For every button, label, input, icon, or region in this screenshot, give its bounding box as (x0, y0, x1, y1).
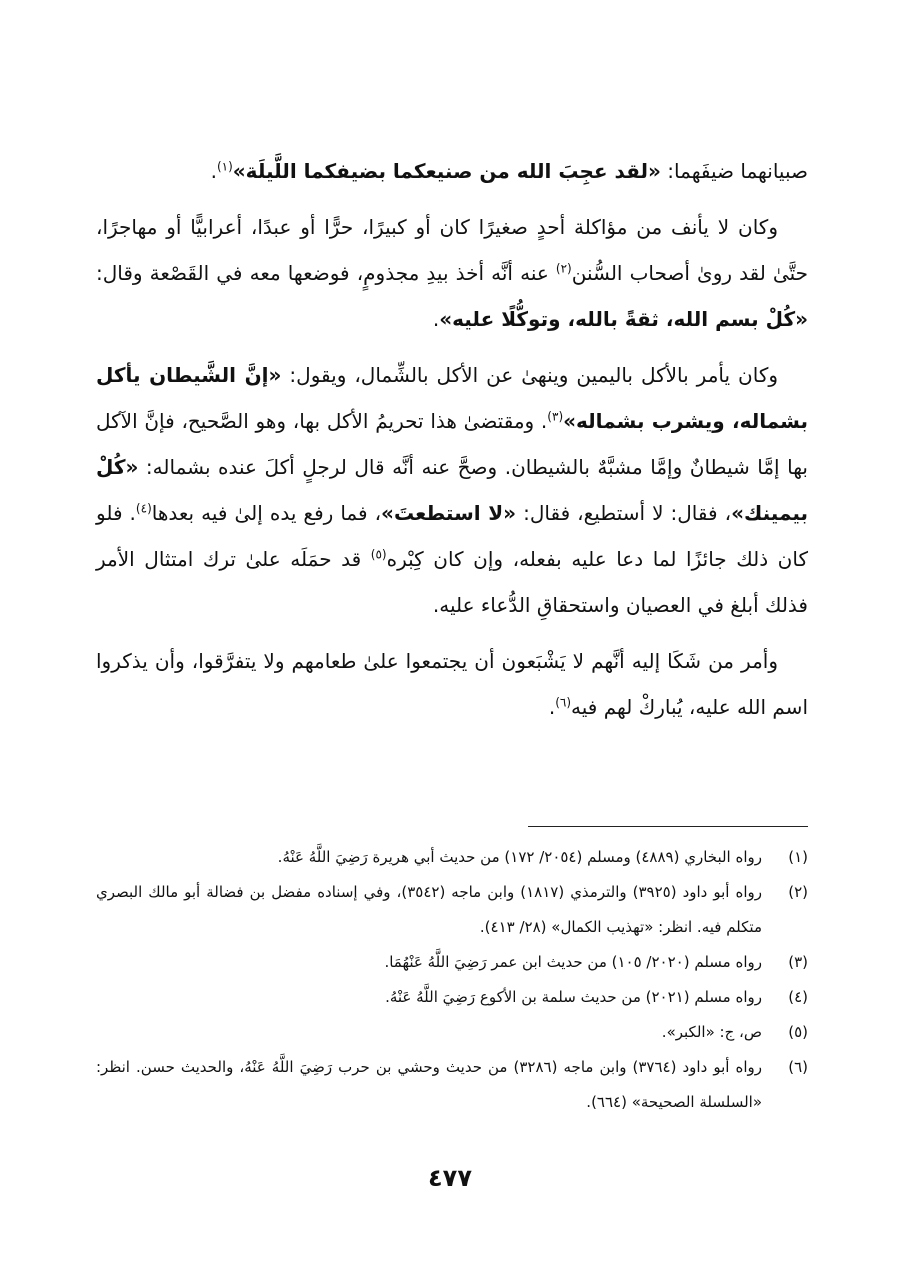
footnote-divider (528, 826, 808, 827)
footnote-text: رواه مسلم (٢٠٢١) من حديث سلمة بن الأكوع رَضِيَ اللَّهُ عَنْهُ. (385, 988, 762, 1006)
hadith-quote: «كُلْ بيمينك» (96, 455, 809, 525)
text-segment: قد حمَلَه علىٰ ترك امتثال الأمر فذلك أبلغ في العصيان واستحقاقِ الدُّعاء عليه. (96, 547, 808, 617)
hadith-quote: «لا استطعتَ» (381, 501, 517, 525)
text-segment: ، فما رفع يده إلىٰ فيه بعدها (151, 501, 382, 525)
hadith-quote: «إنَّ الشَّيطان يأكل بشماله، ويشرب بشماله» (96, 363, 808, 433)
footnote-number: (٦) (788, 1058, 808, 1076)
footnote-number: (٣) (788, 953, 808, 971)
footnote (96, 875, 808, 945)
main-text (96, 148, 808, 740)
text-segment: . (210, 159, 217, 183)
footnote (96, 840, 808, 875)
footnote-number: (١) (788, 848, 808, 866)
footnote-ref: (٥) (370, 547, 387, 562)
footnote-text: رواه أبو داود (٣٧٦٤) وابن ماجه (٣٢٨٦) من حديث وحشي بن حرب رَضِيَ اللَّهُ عَنْهُ، والحديث حسن. انظر: «السلسلة الصحيحة» (٦٦٤). (96, 1058, 762, 1111)
text-segment: . (432, 307, 440, 331)
text-segment: . فلو كان ذلك جائزًا لما دعا عليه بفعله، وإن كان كِبْره (96, 501, 808, 571)
text-segment: . ومقتضىٰ هذا تحريمُ الأكل بها، وهو الصَّحيح، فإنَّ الآكل بها إمَّا شيطانٌ وإمَّا مشبَّهٌ بالشيطان. وصحَّ عنه أنَّه قال لرجلٍ أكلَ عنده بشماله: (96, 409, 808, 479)
footnote (96, 980, 808, 1015)
paragraph-2 (96, 204, 808, 342)
text-segment: . (548, 695, 556, 719)
footnote-number: (٤) (788, 988, 808, 1006)
text-segment: وأمر من شَكَا إليه أنَّهم لا يَشْبَعون أن يجتمعوا علىٰ طعامهم ولا يتفرَّقوا، وأن يذكروا اسم الله عليه، يُباركْ لهم فيه (96, 649, 808, 719)
text-segment: عنه أنَّه أخذ بيدِ مجذومٍ، فوضعها معه في القَصْعة وقال: (96, 261, 556, 285)
footnote-text: رواه البخاري (٤٨٨٩) ومسلم (٢٠٥٤/ ١٧٢) من حديث أبي هريرة رَضِيَ اللَّهُ عَنْهُ. (277, 848, 762, 866)
paragraph-1 (96, 148, 808, 194)
footnote-ref: (٢) (555, 261, 572, 276)
footnotes (96, 840, 808, 1120)
footnote-ref: (٦) (555, 695, 572, 710)
footnote-ref: (١) (216, 159, 233, 174)
paragraph-3 (96, 352, 808, 628)
page-number: ٤٧٧ (428, 1164, 472, 1192)
text-segment: وكان يأمر بالأكل باليمين وينهىٰ عن الأكل بالشِّمال، ويقول: (281, 363, 779, 387)
footnote (96, 1015, 808, 1050)
hadith-quote: «كُلْ بسم الله، ثقةً بالله، وتوكُّلًا عليه» (439, 307, 808, 331)
text-segment: وكان لا يأنف من مؤاكلة أحدٍ صغيرًا كان أو كبيرًا، حرًّا أو عبدًا، أعرابيًّا أو مهاجرًا، حتَّىٰ لقد روىٰ أصحاب السُّنن (96, 215, 808, 285)
footnote-text: رواه أبو داود (٣٩٢٥) والترمذي (١٨١٧) وابن ماجه (٣٥٤٢)، وفي إسناده مفضل بن فضالة أبو مالك البصري متكلم فيه. انظر: «تهذيب الكمال» (٢٨/ ٤١٣). (96, 883, 762, 936)
footnote-number: (٥) (788, 1023, 808, 1041)
footnote-text: ص، ج: «الكبر». (661, 1023, 762, 1041)
footnote-ref: (٤) (135, 501, 152, 516)
paragraph-4 (96, 638, 808, 730)
footnote-text: رواه مسلم (٢٠٢٠/ ١٠٥) من حديث ابن عمر رَضِيَ اللَّهُ عَنْهُمَا. (384, 953, 762, 971)
hadith-quote: «لقد عجِبَ الله من صنيعكما بضيفكما اللَّيلَة» (232, 159, 661, 183)
footnote-ref: (٣) (547, 409, 564, 424)
text-segment: صبيانهما ضيفَهما: (660, 159, 808, 183)
footnote (96, 1050, 808, 1120)
text-segment: ، فقال: لا أستطيع، فقال: (516, 501, 732, 525)
footnote (96, 945, 808, 980)
footnote-number: (٢) (788, 883, 808, 901)
